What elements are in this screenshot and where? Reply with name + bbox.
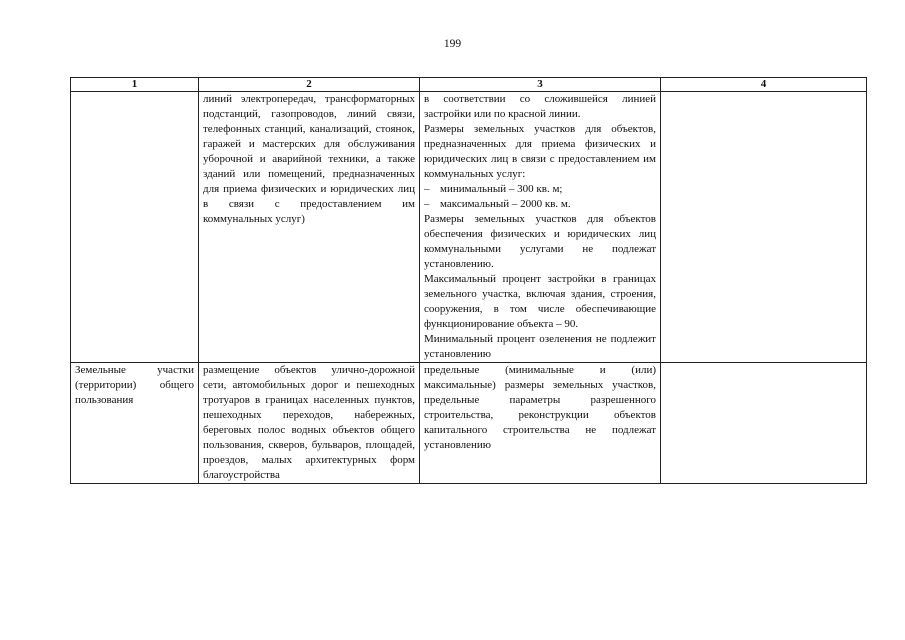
cell-notes: [661, 363, 867, 484]
cell-parameters: [420, 92, 661, 363]
page-number: 199: [443, 38, 462, 50]
column-header-2: 2: [199, 78, 420, 92]
cell-land-type: [71, 92, 199, 363]
permitted-use-text: размещение объектов улично-дорожной сети, автомобильных дорог и пешеходных тротуаров в границах населенных пунктов, пешеходных переходов, набережных, береговых полос водных объектов общего пользования, скверов, бульваров, площадей, проездов, малых архитектурных форм благоустройства: [203, 364, 415, 481]
list-item: – минимальный – 300 кв. м;: [424, 182, 656, 197]
column-header-4: 4: [661, 78, 867, 92]
cell-parameters: [420, 363, 661, 484]
land-type-text: Земельные участки (территории) общего пользования: [75, 364, 194, 406]
parameters-paragraph-4: Минимальный процент озеленения не подлежит установлению: [424, 333, 656, 360]
regulations-table: [70, 77, 867, 484]
cell-notes: [661, 92, 867, 363]
parameters-paragraph-2: Размеры земельных участков для объектов обеспечения физических и юридических лиц коммунальными услугами не подлежат установлению.: [424, 213, 656, 270]
parameters-paragraph-3: Максимальный процент застройки в границах земельного участка, включая здания, строения, сооружения, в том числе обеспечивающие функционирование объекта – 90.: [424, 273, 656, 330]
column-header-1: 1: [71, 78, 199, 92]
cell-permitted-use: [199, 363, 420, 484]
cell-permitted-use: [199, 92, 420, 363]
column-header-3: 3: [420, 78, 661, 92]
list-item: – максимальный – 2000 кв. м.: [424, 197, 656, 212]
permitted-use-text: линий электропередач, трансформаторных подстанций, газопроводов, линий связи, телефонных станций, канализаций, стоянок, гаражей и мастерских для обслуживания уборочной и аварийной техники, а также зданий или помещений, предназначенных для приема физических и юридических лиц в связи с предоставлением им коммунальных услуг): [203, 93, 415, 225]
table-header-row: [71, 78, 867, 92]
parameters-intro: в соответствии со сложившейся линией застройки или по красной линии.: [424, 93, 656, 120]
table-row: [71, 92, 867, 363]
size-limits-list: [424, 182, 656, 212]
table-row: [71, 363, 867, 484]
parameters-text: предельные (минимальные и (или) максимальные) размеры земельных участков, предельные параметры разрешенного строительства, реконструкции объектов капитального строительства не подлежат установлению: [424, 364, 656, 451]
cell-land-type: [71, 363, 199, 484]
parameters-paragraph-1: Размеры земельных участков для объектов, предназначенных для приема физических и юридических лиц в связи с предоставлением им коммунальных услуг:: [424, 123, 656, 180]
